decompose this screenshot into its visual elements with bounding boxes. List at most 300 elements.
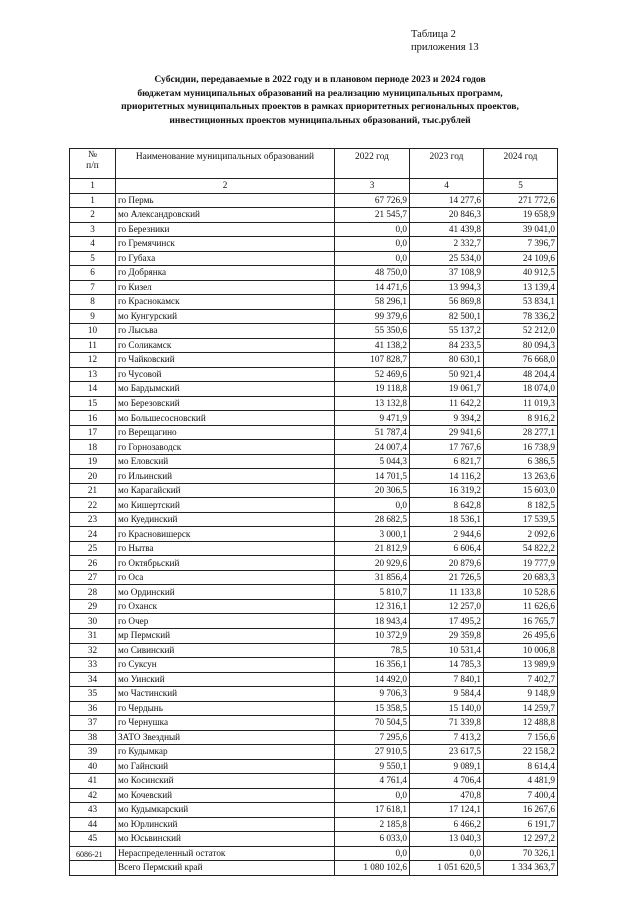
row-number: 16	[70, 411, 116, 426]
municipality-name: мо Юрлинский	[116, 817, 335, 832]
value-2024: 19 658,9	[484, 208, 558, 223]
value-2024: 78 336,2	[484, 309, 558, 324]
table-row	[70, 643, 558, 658]
row-number: 6	[70, 266, 116, 281]
row-number: 30	[70, 614, 116, 629]
table-row	[70, 614, 558, 629]
value-2023: 56 869,8	[410, 295, 484, 310]
value-2024: 8 916,2	[484, 411, 558, 426]
value-2023: 0,0	[410, 846, 484, 861]
value-2022: 51 787,4	[335, 425, 410, 440]
municipality-name: го Березники	[116, 222, 335, 237]
table-row	[70, 846, 558, 861]
value-2022: 14 492,0	[335, 672, 410, 687]
row-number: 25	[70, 541, 116, 556]
value-2023: 2 944,6	[410, 527, 484, 542]
row-number: 35	[70, 687, 116, 702]
value-2024: 20 683,3	[484, 570, 558, 585]
row-number: 1	[70, 193, 116, 208]
value-2024: 80 094,3	[484, 338, 558, 353]
table-header-row	[70, 149, 558, 179]
value-2023: 11 133,8	[410, 585, 484, 600]
municipality-name: мо Карагайский	[116, 483, 335, 498]
row-number: 41	[70, 774, 116, 789]
value-2024: 19 777,9	[484, 556, 558, 571]
municipality-name: го Добрянка	[116, 266, 335, 281]
municipality-name: го Чернушка	[116, 716, 335, 731]
municipality-name: мо Александровский	[116, 208, 335, 223]
table-row	[70, 745, 558, 760]
value-2023: 11 642,2	[410, 396, 484, 411]
value-2022: 0,0	[335, 846, 410, 861]
row-number: 24	[70, 527, 116, 542]
value-2022: 14 701,5	[335, 469, 410, 484]
municipality-name: го Красновишерск	[116, 527, 335, 542]
value-2022: 70 504,5	[335, 716, 410, 731]
municipality-name: Нераспределенный остаток	[116, 846, 335, 861]
value-2022: 31 856,4	[335, 570, 410, 585]
value-2023: 7 840,1	[410, 672, 484, 687]
row-number: 22	[70, 498, 116, 513]
value-2024: 39 041,0	[484, 222, 558, 237]
row-number: 40	[70, 759, 116, 774]
value-2024: 12 297,2	[484, 832, 558, 847]
value-2022: 5 810,7	[335, 585, 410, 600]
municipality-name: го Оса	[116, 570, 335, 585]
table-row	[70, 774, 558, 789]
municipality-name: го Октябрьский	[116, 556, 335, 571]
table-caption	[411, 28, 479, 54]
municipality-name: мр Пермский	[116, 628, 335, 643]
value-2023: 8 642,8	[410, 498, 484, 513]
row-number: 39	[70, 745, 116, 760]
value-2024: 7 402,7	[484, 672, 558, 687]
table-row	[70, 469, 558, 484]
value-2023: 6 606,4	[410, 541, 484, 556]
table-row	[70, 440, 558, 455]
value-2022: 0,0	[335, 222, 410, 237]
table-row	[70, 541, 558, 556]
value-2023: 18 536,1	[410, 512, 484, 527]
row-number: 20	[70, 469, 116, 484]
value-2024: 10 528,6	[484, 585, 558, 600]
municipality-name: мо Сивинский	[116, 643, 335, 658]
municipality-name: го Чусовой	[116, 367, 335, 382]
value-2024: 7 156,6	[484, 730, 558, 745]
value-2023: 17 767,6	[410, 440, 484, 455]
row-number: 2	[70, 208, 116, 223]
value-2022: 21 545,7	[335, 208, 410, 223]
value-2022: 20 306,5	[335, 483, 410, 498]
value-2023: 14 785,3	[410, 658, 484, 673]
table-row	[70, 861, 558, 876]
value-2022: 0,0	[335, 251, 410, 266]
value-2023: 6 821,7	[410, 454, 484, 469]
value-2023: 14 277,6	[410, 193, 484, 208]
value-2024: 52 212,0	[484, 324, 558, 339]
row-number: 28	[70, 585, 116, 600]
value-2024: 18 074,0	[484, 382, 558, 397]
value-2023: 37 108,9	[410, 266, 484, 281]
row-number: 45	[70, 832, 116, 847]
value-2023: 84 233,5	[410, 338, 484, 353]
table-row	[70, 759, 558, 774]
table-row	[70, 628, 558, 643]
value-2022: 20 929,6	[335, 556, 410, 571]
title-line: приоритетных муниципальных проектов в рамках приоритетных региональных проектов,	[121, 101, 519, 112]
table-row	[70, 295, 558, 310]
row-number: 44	[70, 817, 116, 832]
value-2023: 14 116,2	[410, 469, 484, 484]
table-row	[70, 832, 558, 847]
value-2022: 10 372,9	[335, 628, 410, 643]
value-2024: 22 158,2	[484, 745, 558, 760]
value-2023: 19 061,7	[410, 382, 484, 397]
table-row	[70, 817, 558, 832]
municipality-name: го Пермь	[116, 193, 335, 208]
municipality-name: мо Частинский	[116, 687, 335, 702]
value-2023: 71 339,8	[410, 716, 484, 731]
value-2024: 1 334 363,7	[484, 861, 558, 876]
value-2024: 17 539,5	[484, 512, 558, 527]
value-2024: 10 006,8	[484, 643, 558, 658]
table-row	[70, 353, 558, 368]
value-2023: 13 040,3	[410, 832, 484, 847]
value-2024: 13 263,6	[484, 469, 558, 484]
value-2024: 24 109,6	[484, 251, 558, 266]
row-number: 27	[70, 570, 116, 585]
value-2022: 3 000,1	[335, 527, 410, 542]
value-2024: 28 277,1	[484, 425, 558, 440]
table-row	[70, 701, 558, 716]
municipality-name: го Кудымкар	[116, 745, 335, 760]
value-2022: 15 358,5	[335, 701, 410, 716]
row-number: 18	[70, 440, 116, 455]
row-number: 3	[70, 222, 116, 237]
appendix-number: приложения 13	[411, 42, 479, 53]
value-2023: 55 137,2	[410, 324, 484, 339]
value-2024: 8 614,4	[484, 759, 558, 774]
value-2023: 50 921,4	[410, 367, 484, 382]
value-2022: 17 618,1	[335, 803, 410, 818]
value-2023: 2 332,7	[410, 237, 484, 252]
value-2024: 13 139,4	[484, 280, 558, 295]
value-2022: 9 471,9	[335, 411, 410, 426]
value-2024: 9 148,9	[484, 687, 558, 702]
municipality-name: го Нытва	[116, 541, 335, 556]
row-number: 37	[70, 716, 116, 731]
title-line: Субсидии, передаваемые в 2022 году и в плановом периоде 2023 и 2024 годов	[154, 74, 486, 85]
value-2022: 2 185,8	[335, 817, 410, 832]
row-number: 21	[70, 483, 116, 498]
value-2022: 21 812,9	[335, 541, 410, 556]
value-2022: 52 469,6	[335, 367, 410, 382]
value-2023: 25 534,0	[410, 251, 484, 266]
value-2022: 24 007,4	[335, 440, 410, 455]
value-2024: 8 182,5	[484, 498, 558, 513]
municipality-name: мо Гайнский	[116, 759, 335, 774]
value-2022: 18 943,4	[335, 614, 410, 629]
value-2022: 78,5	[335, 643, 410, 658]
table-row	[70, 483, 558, 498]
table-row	[70, 788, 558, 803]
row-number: 15	[70, 396, 116, 411]
value-2022: 7 295,6	[335, 730, 410, 745]
municipality-name: мо Уинский	[116, 672, 335, 687]
municipality-name: мо Кочевский	[116, 788, 335, 803]
value-2023: 20 846,3	[410, 208, 484, 223]
value-2023: 470,8	[410, 788, 484, 803]
row-number: 33	[70, 658, 116, 673]
value-2024: 40 912,5	[484, 266, 558, 281]
value-2024: 13 989,9	[484, 658, 558, 673]
value-2023: 29 359,8	[410, 628, 484, 643]
table-row	[70, 396, 558, 411]
table-row	[70, 222, 558, 237]
value-2022: 16 356,1	[335, 658, 410, 673]
value-2022: 27 910,5	[335, 745, 410, 760]
municipality-name: го Очер	[116, 614, 335, 629]
value-2022: 0,0	[335, 788, 410, 803]
table-row	[70, 266, 558, 281]
value-2024: 53 834,1	[484, 295, 558, 310]
value-2024: 11 626,6	[484, 599, 558, 614]
municipality-name: ЗАТО Звездный	[116, 730, 335, 745]
municipality-name: го Суксун	[116, 658, 335, 673]
municipality-name: го Верещагино	[116, 425, 335, 440]
value-2024: 14 259,7	[484, 701, 558, 716]
table-row	[70, 570, 558, 585]
value-2022: 58 296,1	[335, 295, 410, 310]
value-2023: 21 726,5	[410, 570, 484, 585]
table-row	[70, 687, 558, 702]
value-2023: 13 994,3	[410, 280, 484, 295]
row-number: 42	[70, 788, 116, 803]
row-number: 36	[70, 701, 116, 716]
municipality-name: го Соликамск	[116, 338, 335, 353]
municipality-name: го Ильинский	[116, 469, 335, 484]
municipality-name: го Гремячинск	[116, 237, 335, 252]
table-row	[70, 324, 558, 339]
value-2022: 0,0	[335, 237, 410, 252]
value-2022: 28 682,5	[335, 512, 410, 527]
row-number: 14	[70, 382, 116, 397]
subsidy-table	[69, 148, 558, 876]
row-number: 26	[70, 556, 116, 571]
row-number: 23	[70, 512, 116, 527]
value-2023: 17 124,1	[410, 803, 484, 818]
value-2023: 1 051 620,5	[410, 861, 484, 876]
table-row	[70, 585, 558, 600]
value-2023: 20 879,6	[410, 556, 484, 571]
table-row	[70, 251, 558, 266]
title-line: бюджетам муниципальных образований на реализацию муниципальных программ,	[137, 87, 503, 99]
value-2023: 10 531,4	[410, 643, 484, 658]
municipality-name: го Кизел	[116, 280, 335, 295]
table-row	[70, 382, 558, 397]
title-line: инвестиционных проектов муниципальных образований, тыс.рублей	[169, 114, 471, 126]
row-number: 4	[70, 237, 116, 252]
municipality-name: мо Ординский	[116, 585, 335, 600]
value-2024: 48 204,4	[484, 367, 558, 382]
municipality-name: мо Бардымский	[116, 382, 335, 397]
row-number	[70, 861, 116, 876]
value-2022: 9 550,1	[335, 759, 410, 774]
table-row	[70, 498, 558, 513]
index-cell: 1	[70, 179, 116, 194]
column-index-row	[70, 179, 558, 194]
value-2022: 99 379,6	[335, 309, 410, 324]
municipality-name: го Горнозаводск	[116, 440, 335, 455]
municipality-name: мо Кишертский	[116, 498, 335, 513]
value-2023: 17 495,2	[410, 614, 484, 629]
value-2024: 16 738,9	[484, 440, 558, 455]
value-2023: 12 257,0	[410, 599, 484, 614]
row-number: 17	[70, 425, 116, 440]
value-2023: 15 140,0	[410, 701, 484, 716]
value-2023: 4 706,4	[410, 774, 484, 789]
municipality-name: мо Березовский	[116, 396, 335, 411]
document-title	[70, 73, 570, 127]
value-2022: 13 132,8	[335, 396, 410, 411]
table-row	[70, 599, 558, 614]
value-2023: 9 584,4	[410, 687, 484, 702]
value-2023: 82 500,1	[410, 309, 484, 324]
row-number: 38	[70, 730, 116, 745]
value-2022: 55 350,6	[335, 324, 410, 339]
value-2024: 6 386,5	[484, 454, 558, 469]
value-2022: 48 750,0	[335, 266, 410, 281]
document-code: 6086-21	[76, 850, 103, 859]
header-name: Наименование муниципальных образований	[116, 149, 335, 179]
table-row	[70, 454, 558, 469]
row-number: 5	[70, 251, 116, 266]
value-2024: 16 267,6	[484, 803, 558, 818]
value-2024: 11 019,3	[484, 396, 558, 411]
table-row	[70, 672, 558, 687]
municipality-name: го Губаха	[116, 251, 335, 266]
municipality-name: Всего Пермский край	[116, 861, 335, 876]
municipality-name: го Лысьва	[116, 324, 335, 339]
table-row	[70, 367, 558, 382]
value-2022: 67 726,9	[335, 193, 410, 208]
value-2022: 9 706,3	[335, 687, 410, 702]
row-number: 32	[70, 643, 116, 658]
value-2022: 6 033,0	[335, 832, 410, 847]
municipality-name: го Чердынь	[116, 701, 335, 716]
value-2023: 16 319,2	[410, 483, 484, 498]
table-row	[70, 425, 558, 440]
municipality-name: мо Юсьвинский	[116, 832, 335, 847]
value-2023: 23 617,5	[410, 745, 484, 760]
row-number: 7	[70, 280, 116, 295]
municipality-name: мо Кудымкарский	[116, 803, 335, 818]
value-2024: 2 092,6	[484, 527, 558, 542]
header-2023: 2023 год	[410, 149, 484, 179]
table-row	[70, 237, 558, 252]
header-2024: 2024 год	[484, 149, 558, 179]
value-2023: 9 089,1	[410, 759, 484, 774]
value-2024: 15 603,0	[484, 483, 558, 498]
table-row	[70, 730, 558, 745]
row-number: 11	[70, 338, 116, 353]
header-2022: 2022 год	[335, 149, 410, 179]
municipality-name: мо Большесосновский	[116, 411, 335, 426]
table-row	[70, 280, 558, 295]
row-number: 13	[70, 367, 116, 382]
row-number: 29	[70, 599, 116, 614]
table-row	[70, 309, 558, 324]
value-2022: 5 044,3	[335, 454, 410, 469]
table-row	[70, 556, 558, 571]
row-number: 34	[70, 672, 116, 687]
municipality-name: го Чайковский	[116, 353, 335, 368]
table-row	[70, 193, 558, 208]
municipality-name: мо Еловский	[116, 454, 335, 469]
table-row	[70, 658, 558, 673]
table-row	[70, 803, 558, 818]
value-2022: 19 118,8	[335, 382, 410, 397]
value-2024: 12 488,8	[484, 716, 558, 731]
municipality-name: мо Куединский	[116, 512, 335, 527]
index-cell: 4	[410, 179, 484, 194]
municipality-name: мо Кунгурский	[116, 309, 335, 324]
index-cell: 3	[335, 179, 410, 194]
value-2024: 4 481,9	[484, 774, 558, 789]
value-2023: 6 466,2	[410, 817, 484, 832]
row-number: 9	[70, 309, 116, 324]
value-2022: 1 080 102,6	[335, 861, 410, 876]
value-2024: 6 191,7	[484, 817, 558, 832]
table-row	[70, 338, 558, 353]
value-2022: 12 316,1	[335, 599, 410, 614]
municipality-name: мо Косинский	[116, 774, 335, 789]
value-2023: 41 439,8	[410, 222, 484, 237]
value-2023: 80 630,1	[410, 353, 484, 368]
municipality-name: го Оханск	[116, 599, 335, 614]
row-number: 43	[70, 803, 116, 818]
value-2024: 76 668,0	[484, 353, 558, 368]
value-2024: 7 396,7	[484, 237, 558, 252]
row-number: 10	[70, 324, 116, 339]
value-2024: 54 822,2	[484, 541, 558, 556]
row-number: 19	[70, 454, 116, 469]
table-row	[70, 527, 558, 542]
index-cell: 5	[484, 179, 558, 194]
value-2022: 41 138,2	[335, 338, 410, 353]
value-2024: 16 765,7	[484, 614, 558, 629]
table-row	[70, 512, 558, 527]
index-cell: 2	[116, 179, 335, 194]
value-2022: 107 828,7	[335, 353, 410, 368]
value-2024: 70 326,1	[484, 846, 558, 861]
value-2023: 7 413,2	[410, 730, 484, 745]
row-number: 8	[70, 295, 116, 310]
value-2022: 14 471,6	[335, 280, 410, 295]
value-2024: 26 495,6	[484, 628, 558, 643]
table-row	[70, 411, 558, 426]
value-2024: 271 772,6	[484, 193, 558, 208]
table-row	[70, 716, 558, 731]
table-row	[70, 208, 558, 223]
value-2023: 9 394,2	[410, 411, 484, 426]
value-2022: 0,0	[335, 498, 410, 513]
row-number: 31	[70, 628, 116, 643]
table-number: Таблица 2	[411, 29, 456, 40]
row-number: 12	[70, 353, 116, 368]
municipality-name: го Краснокамск	[116, 295, 335, 310]
value-2024: 7 400,4	[484, 788, 558, 803]
